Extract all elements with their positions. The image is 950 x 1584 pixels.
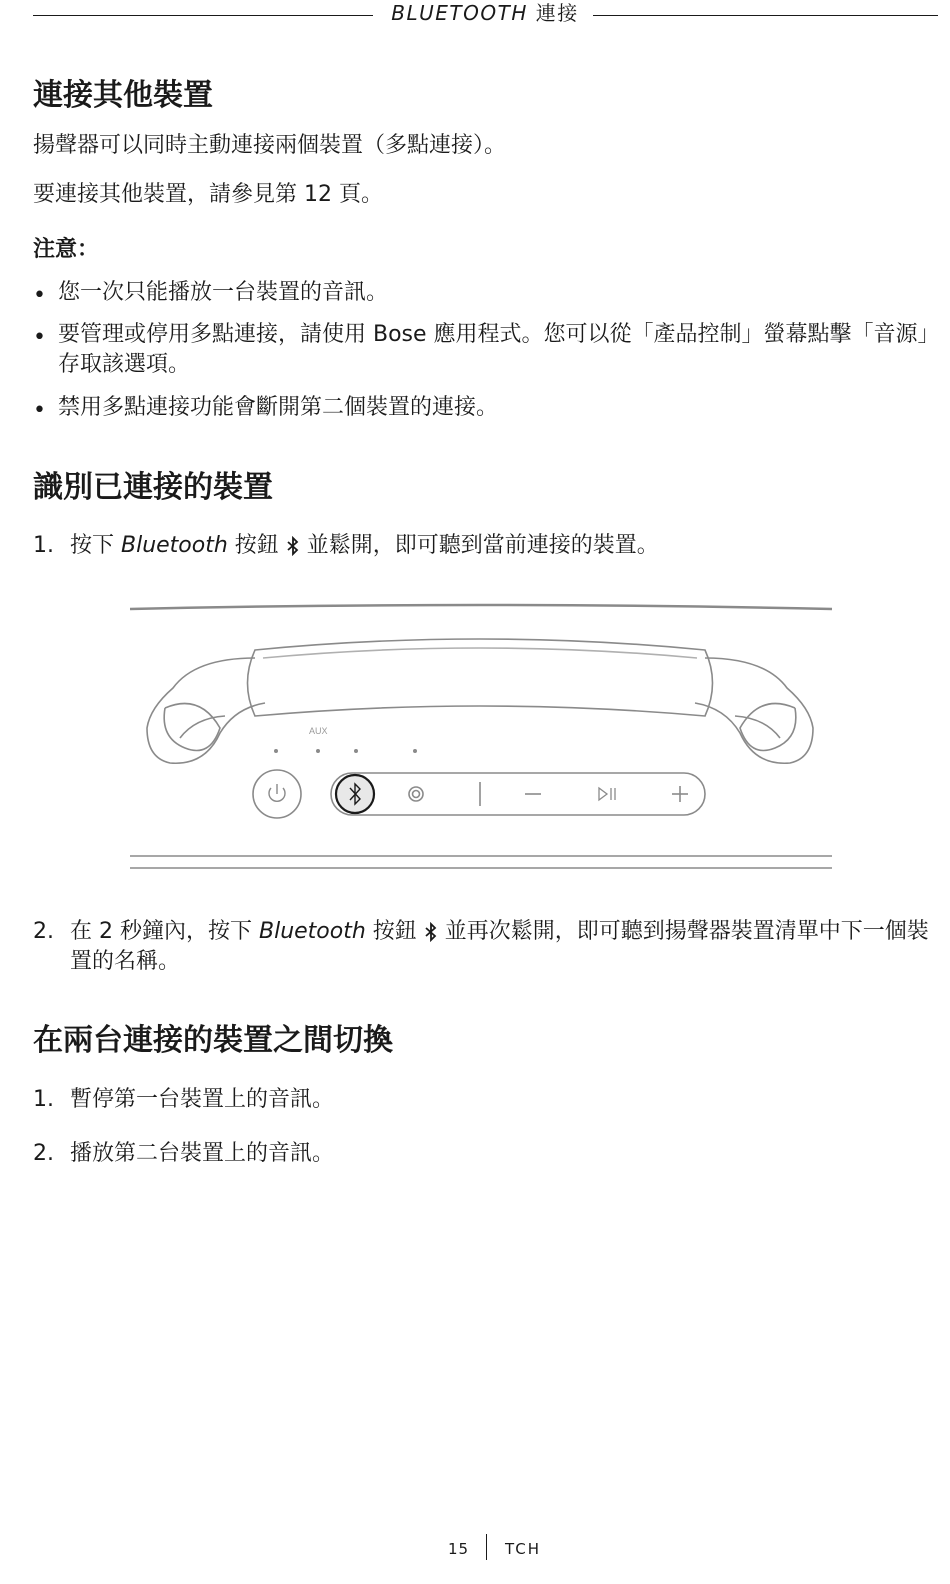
footer-divider	[486, 1534, 487, 1560]
bullet-marker: •	[33, 398, 46, 423]
section-heading: 連接其他裝置	[33, 78, 213, 113]
aux-label: AUX	[309, 726, 328, 736]
paragraph: 揚聲器可以同時主動連接兩個裝置（多點連接）。	[33, 133, 507, 158]
step-number: 1.	[33, 533, 54, 558]
step-number: 2.	[33, 919, 54, 944]
paragraph: 要連接其他裝置，請參見第 12 頁。	[33, 182, 383, 207]
bluetooth-icon	[286, 536, 300, 556]
header-rule-left	[33, 15, 373, 16]
note-label: 注意：	[33, 237, 100, 262]
footer	[0, 1534, 950, 1564]
step-number: 1.	[33, 1087, 54, 1112]
section-heading: 識別已連接的裝置	[33, 470, 273, 505]
header-rule-right	[593, 15, 938, 16]
step-text: 按下 Bluetooth 按鈕 並鬆開，即可聽到當前連接的裝置。	[70, 533, 659, 558]
header-title: BLUETOOTH 連接	[391, 1, 579, 25]
page-number: 15	[448, 1540, 470, 1558]
step-number: 2.	[33, 1141, 54, 1166]
bullet-item: 要管理或停用多點連接，請使用 Bose 應用程式。您可以從「產品控制」螢幕點擊「音源」存取該選項。	[58, 322, 940, 377]
step-text: 播放第二台裝置上的音訊。	[70, 1141, 335, 1166]
bullet-item: 您一次只能播放一台裝置的音訊。	[58, 280, 389, 305]
bullet-item: 禁用多點連接功能會斷開第二個裝置的連接。	[58, 395, 499, 420]
step-text: 暫停第一台裝置上的音訊。	[70, 1087, 335, 1112]
speaker-illustration	[125, 598, 835, 878]
bullet-marker: •	[33, 325, 46, 350]
language-code: TCH	[505, 1540, 542, 1558]
step-text: 在 2 秒鐘內，按下 Bluetooth 按鈕 並再次鬆開，即可聽到揚聲器裝置清單中下一個裝置的名稱。	[70, 919, 929, 974]
bullet-marker: •	[33, 283, 46, 308]
bluetooth-icon	[424, 922, 438, 942]
section-heading: 在兩台連接的裝置之間切換	[33, 1023, 393, 1058]
